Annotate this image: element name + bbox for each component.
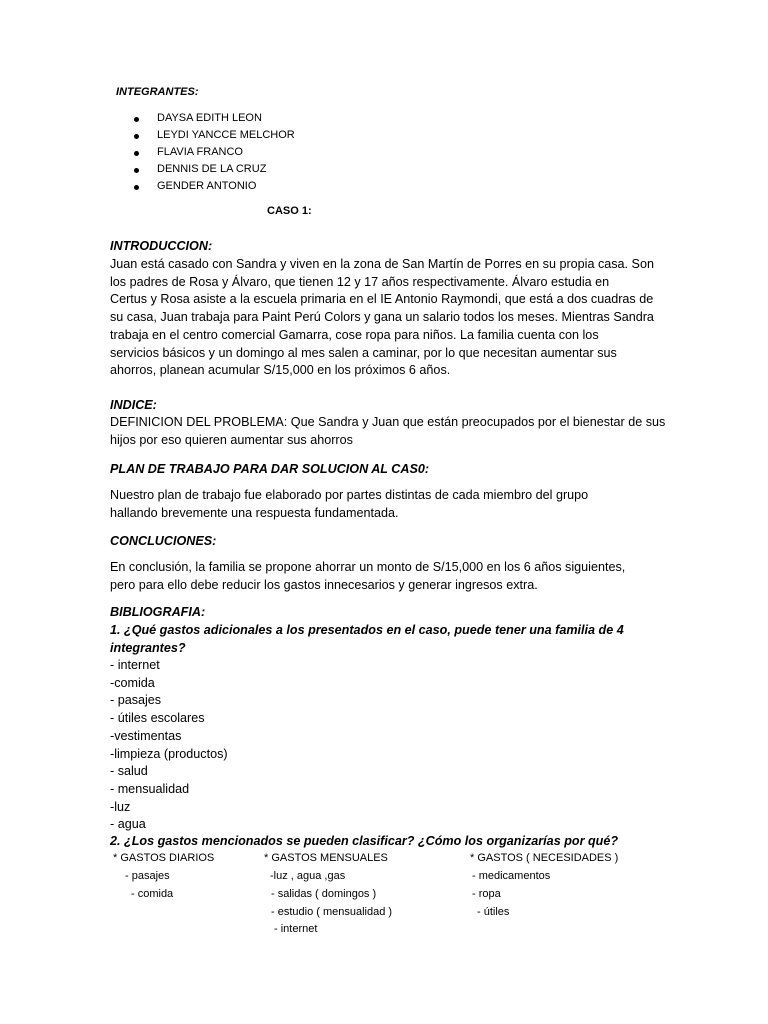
- list-item: -comida: [110, 675, 155, 690]
- text-line: Juan está casado con Sandra y viven en la zona de San Martín de Porres en su propia casa. Son: [110, 257, 654, 271]
- list-item: -luz: [110, 799, 131, 814]
- indice-paragraph: [110, 414, 666, 449]
- question-1: [110, 622, 662, 657]
- list-item: - útiles: [477, 906, 510, 918]
- question-2: 2. ¿Los gastos mencionados se pueden clasificar? ¿Cómo los organizarías por qué?: [110, 834, 619, 848]
- gastos-necesidades-header: * GASTOS ( NECESIDADES ): [470, 852, 619, 864]
- list-item: -luz , agua ,gas: [270, 870, 346, 882]
- member-2: LEYDI YANCCE MELCHOR: [157, 129, 295, 141]
- gastos-mensuales-header: * GASTOS MENSUALES: [264, 852, 388, 864]
- text-line: hijos por eso quieren aumentar sus ahorros: [110, 432, 353, 447]
- list-item: - pasajes: [125, 870, 170, 882]
- list-item: - salud: [110, 764, 148, 779]
- list-item: - internet: [274, 923, 318, 935]
- text-line: En conclusión, la familia se propone ahorrar un monto de S/15,000 en los 6 años siguientes,: [110, 560, 626, 574]
- bullet-icon: [134, 151, 139, 156]
- list-item: - salidas ( domingos ): [271, 888, 377, 900]
- text-line: pero para ello debe reducir los gastos innecesarios y generar ingresos extra.: [110, 577, 538, 592]
- text-line: su casa, Juan trabaja para Paint Perú Colors y gana un salario todos los meses. Mientras Sandra: [110, 310, 654, 325]
- list-item: - ropa: [472, 888, 501, 900]
- text-line: integrantes?: [110, 640, 186, 655]
- text-line: los padres de Rosa y Álvaro, que tienen 12 y 17 años respectivamente. Álvaro estudia en: [110, 274, 610, 289]
- bibliografia-heading: BIBLIOGRAFIA:: [110, 605, 206, 619]
- bullet-icon: [134, 134, 139, 139]
- conclusiones-paragraph: [110, 559, 662, 594]
- list-item: - pasajes: [110, 693, 162, 708]
- list-item: - comida: [131, 888, 174, 900]
- text-line: servicios básicos y un domingo al mes salen a caminar, por lo que necesitan aumentar sus: [110, 345, 617, 360]
- list-item: - internet: [110, 658, 160, 672]
- list-item: - útiles escolares: [110, 711, 205, 726]
- text-line: ahorros, planean acumular S/15,000 en los próximos 6 años.: [110, 363, 451, 378]
- bullet-icon: [134, 117, 139, 122]
- text-line: Certus y Rosa asiste a la escuela primaria en el IE Antonio Raymondi, que está a dos cuadras de: [110, 292, 654, 307]
- bullet-icon: [134, 185, 139, 190]
- caso-title: CASO 1:: [267, 205, 312, 217]
- text-line: hallando brevemente una respuesta fundamentada.: [110, 505, 399, 520]
- introduccion-paragraph: [110, 256, 662, 380]
- list-item: -vestimentas: [110, 728, 182, 743]
- text-line: Nuestro plan de trabajo fue elaborado por partes distintas de cada miembro del grupo: [110, 488, 589, 502]
- introduccion-heading: INTRODUCCION:: [110, 239, 213, 253]
- member-5: GENDER ANTONIO: [157, 180, 257, 192]
- list-item: - mensualidad: [110, 781, 190, 796]
- member-3: FLAVIA FRANCO: [157, 146, 243, 158]
- gastos-diarios-header: * GASTOS DIARIOS: [113, 852, 215, 864]
- bullet-icon: [134, 168, 139, 173]
- list-item: -limpieza (productos): [110, 746, 228, 761]
- member-1: DAYSA EDITH LEON: [157, 112, 262, 124]
- text-line: DEFINICION DEL PROBLEMA: Que Sandra y Juan que están preocupados por el bienestar de sus: [110, 415, 666, 429]
- text-line: trabaja en el centro comercial Gamarra, cose ropa para niños. La familia cuenta con los: [110, 327, 599, 342]
- integrantes-heading: INTEGRANTES:: [116, 86, 199, 98]
- member-4: DENNIS DE LA CRUZ: [157, 163, 267, 175]
- list-item: - agua: [110, 817, 146, 832]
- list-item: - medicamentos: [472, 870, 551, 882]
- list-item: - estudio ( mensualidad ): [271, 906, 393, 918]
- text-line: 1. ¿Qué gastos adicionales a los presentados en el caso, puede tener una familia de 4: [110, 623, 624, 637]
- q1-list: [110, 657, 662, 834]
- indice-heading: INDICE:: [110, 398, 157, 412]
- plan-paragraph: [110, 487, 662, 522]
- plan-heading: PLAN DE TRABAJO PARA DAR SOLUCION AL CAS0:: [110, 462, 430, 476]
- conclusiones-heading: CONCLUCIONES:: [110, 534, 217, 548]
